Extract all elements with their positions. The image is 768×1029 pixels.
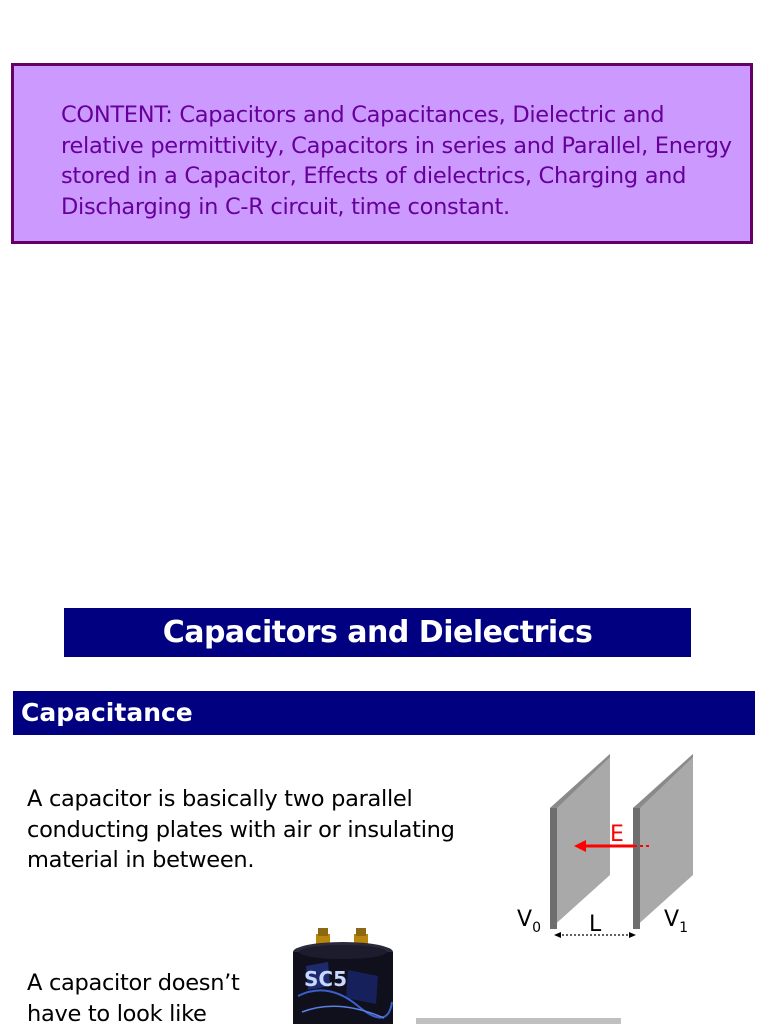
capacitor-photo [288,926,398,1024]
capacitor-definition-text: A capacitor is basically two parallel conducting plates with air or insulating material in between. [27,786,455,873]
slide-title: Capacitors and Dielectrics [64,608,691,657]
grey-bar [416,1018,621,1024]
section-heading: Capacitance [13,691,755,735]
v0-label: $V_0$ [517,907,541,936]
right-plate [633,754,693,929]
capacitor-appearance-text: A capacitor doesn’t have to look like [27,970,240,1027]
left-plate [550,754,610,929]
content-box [11,63,753,244]
content-summary: CONTENT: Capacitors and Capacitances, Dielectric and relative permittivity, Capacitors in series and Parallel, Energy stored in a Capacitor, Effects of dielectrics, Charging and Discharging in C-R circuit, time constant. [61,102,732,220]
photo-logo: SC5 [304,967,347,991]
field-label: E [610,822,624,847]
parallel-plate-diagram [500,748,710,944]
length-label: L [589,912,602,937]
v1-label: $V_1$ [664,907,688,936]
